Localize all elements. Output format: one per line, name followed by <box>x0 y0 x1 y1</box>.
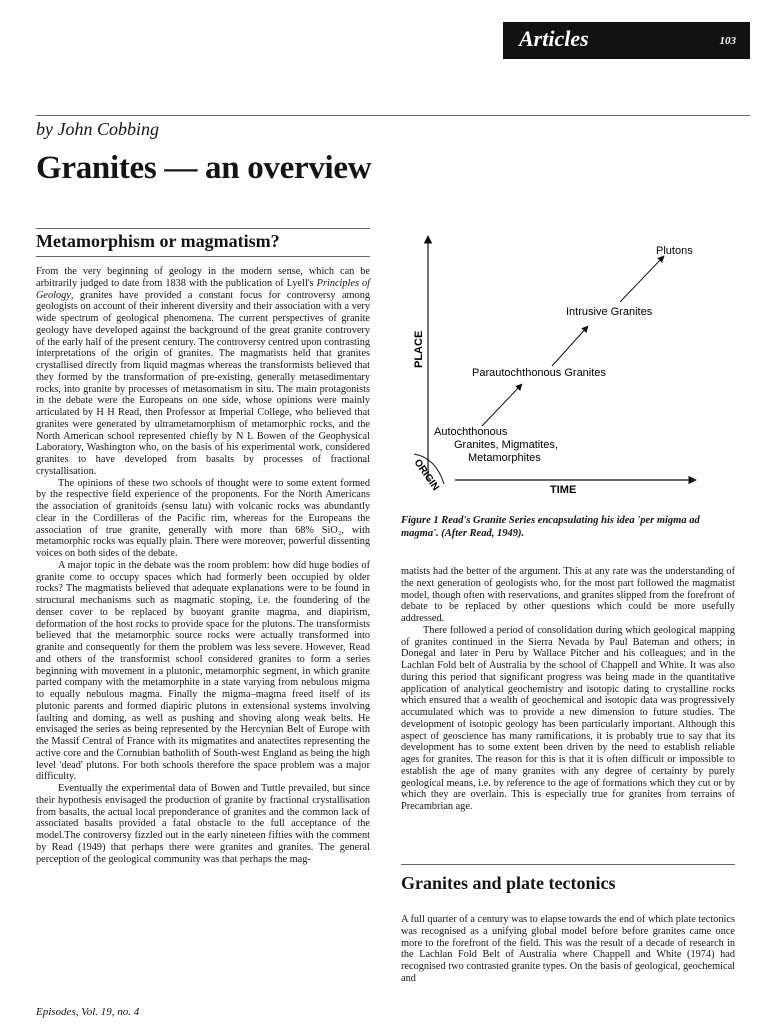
left-column <box>36 266 370 865</box>
right-column <box>401 566 735 813</box>
right-heading-rule <box>401 864 735 865</box>
autochthonous-label-1: Autochthonous <box>434 426 508 438</box>
arrow-to-plutons <box>620 256 664 302</box>
paragraph: There followed a period of consolidation during which geological mapping of granites continued in the Sierra Nevada by Paul Bateman and others; in Donegal and later in Peru by Wallace Pitcher and his colleagues; and in the Lachlan Fold belt of Australia by the school of Chappell and White. It was also during this period that significant progress was being made in the quantitative application of analytical geochemistry and isotopic dating to crystalline rocks which ensured that a wealth of geochemical and isotopic data was progressively accumulated which was to provide a new dimension to future studies. The development of isotopic geology has been particularly important. Although this aspect of geoscience has many ramifications, it is probably true to say that its development has to some extent been driven by the need to establish reliable ages for granites. The reason for this is that it is often difficult or impossible to establish the age of many granites with any degree of certainty by purely geological means, i.e. by reference to the age of formations which they cut or by which they are overlain. This is especially true for granites from terrains of Precambrian age. <box>401 624 735 812</box>
time-axis-label: TIME <box>550 484 577 496</box>
paragraph: A full quarter of a century was to elapse towards the end of which plate tectonics was recognised as a unifying global model before before granites came once more to the forefront of the field. This was the result of a decade of research in the Lachlan Fold Belt of Australia where Chappell and White (1974) had recognised two contrasted granite types. On the basis of geological, geochemical and <box>401 914 735 984</box>
section-header-bar <box>503 22 750 59</box>
paragraph: Eventually the experimental data of Bowen and Tuttle prevailed, but since their hypothesis envisaged the production of granite by fractional crystallisation from basalts, the actual local preponderance of granites and the common lack of associated basalts provided a fatal obstacle to the full acceptance of the model.The controversy fizzled out in the early nineteen fifties with the comment by Read (1949) that perhaps there were granites and granites. The general perception of the geological community was that perhaps the mag- <box>36 783 370 865</box>
section-heading-plate-tectonics: Granites and plate tectonics <box>401 873 616 893</box>
journal-footer: Episodes, Vol. 19, no. 4 <box>36 1006 140 1018</box>
place-axis-label: PLACE <box>413 330 425 368</box>
autochthonous-label-2: Granites, Migmatites, <box>454 439 558 451</box>
paragraph: matists had the better of the argument. This at any rate was the understanding of the next generation of geologists who, for the most part followed the magmatist model, though often with reservations, and granites slipped from the forefront of debate to be replaced by other questions which could be more usefully addressed. <box>401 566 735 624</box>
intrusive-label: Intrusive Granites <box>566 306 653 318</box>
granite-series-figure <box>400 228 740 508</box>
page-number: 103 <box>719 35 736 47</box>
right-column-lower <box>401 914 735 985</box>
paragraph: The opinions of these two schools of thought were to some extent formed by the respective field experience of the proponents. For the North Americans the association of granitoids (sensu latu) with volcanic rocks was abundantly clear in the Cordilleras of the Pacific rim, whereas for the Europeans the association of true granite, generally with more than 68% SiO₂, with metamorphic rocks was equally plain. There were moreover, powerful dissenting voices on both sides of the debate. <box>36 477 370 559</box>
article-title: Granites — an overview <box>36 150 372 186</box>
top-rule <box>36 115 750 116</box>
autochthonous-label-3: Metamorphites <box>468 452 541 464</box>
figure-caption: Figure 1 Read's Granite Series encapsulating his idea 'per migma ad magma'. (After Read, 1949). <box>401 515 700 539</box>
parautochthonous-label: Parautochthonous Granites <box>472 367 606 379</box>
arrow-to-parautochthonous <box>482 384 522 426</box>
paragraph: From the very beginning of geology in the modern sense, which can be arbitrarily judged to date from 1838 with the publication of Lyell's Principles of Geology, granites have provided a constant focus for controversy among geologists on account of their inherent diversity and their association with a very wide spectrum of geological phenomena. The current perspectives of granite geology have developed against the background of the great granite controvery of the early half of the present century. The controversy centred upon contrasting interpretations of the origin of granites. The magmatists held that granites crystallised directly from liquid magmas whereas the transformists believed that they formed by the transformation of pre-existing, generally metasedimentary rocks, into granite by processes of metasomatism in situ. The main protagonists in the debate were the Europeans on one side, whose opinions were mainly articulated by H H Read, then Professor at Imperial College, who believed that granites were generated by ultrametamorphism of metamorphic rocks, and the North American school represented chiefly by N L Bowen of the Geophysical Laboratory, Washington who, on the basis of his experimental work, considered granites to have developed from basalts by processes of fractional crystallisation. <box>36 266 370 477</box>
section-title: Articles <box>519 26 589 51</box>
section-heading-metamorphism: Metamorphism or magmatism? <box>36 231 280 251</box>
left-heading-underline <box>36 256 370 257</box>
plutons-label: Plutons <box>656 245 693 257</box>
byline: by John Cobbing <box>36 119 159 139</box>
arrow-to-intrusive <box>552 326 588 366</box>
book-title: Principles of Geology <box>36 277 370 301</box>
left-heading-rule <box>36 228 370 229</box>
origin-label: ORIGIN <box>411 457 441 493</box>
paragraph: A major topic in the debate was the room problem: how did huge bodies of granite come to occupy spaces which had formerly been occupied by older rocks? The magmatists believed that adequate explanations were to be found in structural mechanisms such as magmatic stoping, i.e. the foundering of the denser cover to be replaced by buoyant granite magma, and diapirism, deformation of the host rocks to provide space for the plutons. The transformists believed that the metamorphic source rocks were actually transformed into granite and consequently for them the problem was less severe. However, Read and others of the transformist school considered granites to form a series beginning with movement in a plutonic, metamorphic segment, in which granite parted company with the metamorphite in a state varying from nebulous migma to equally nebulous magma. Finally the migma–magma freed itself of its plutonic parents and formed diapiric plutons in extensional systems involving faulting and doming, as well as pushing and shoving along weak belts. He envisaged the series as being represented by the Hercynian Belt of Europe with the Massif Central of France with its migmatites and anatectites representing the active core and the Cornubian batholith of South-west England as being the high level 'dead' plutons. For both schools therefore the space problem was a major difficulty. <box>36 559 370 783</box>
